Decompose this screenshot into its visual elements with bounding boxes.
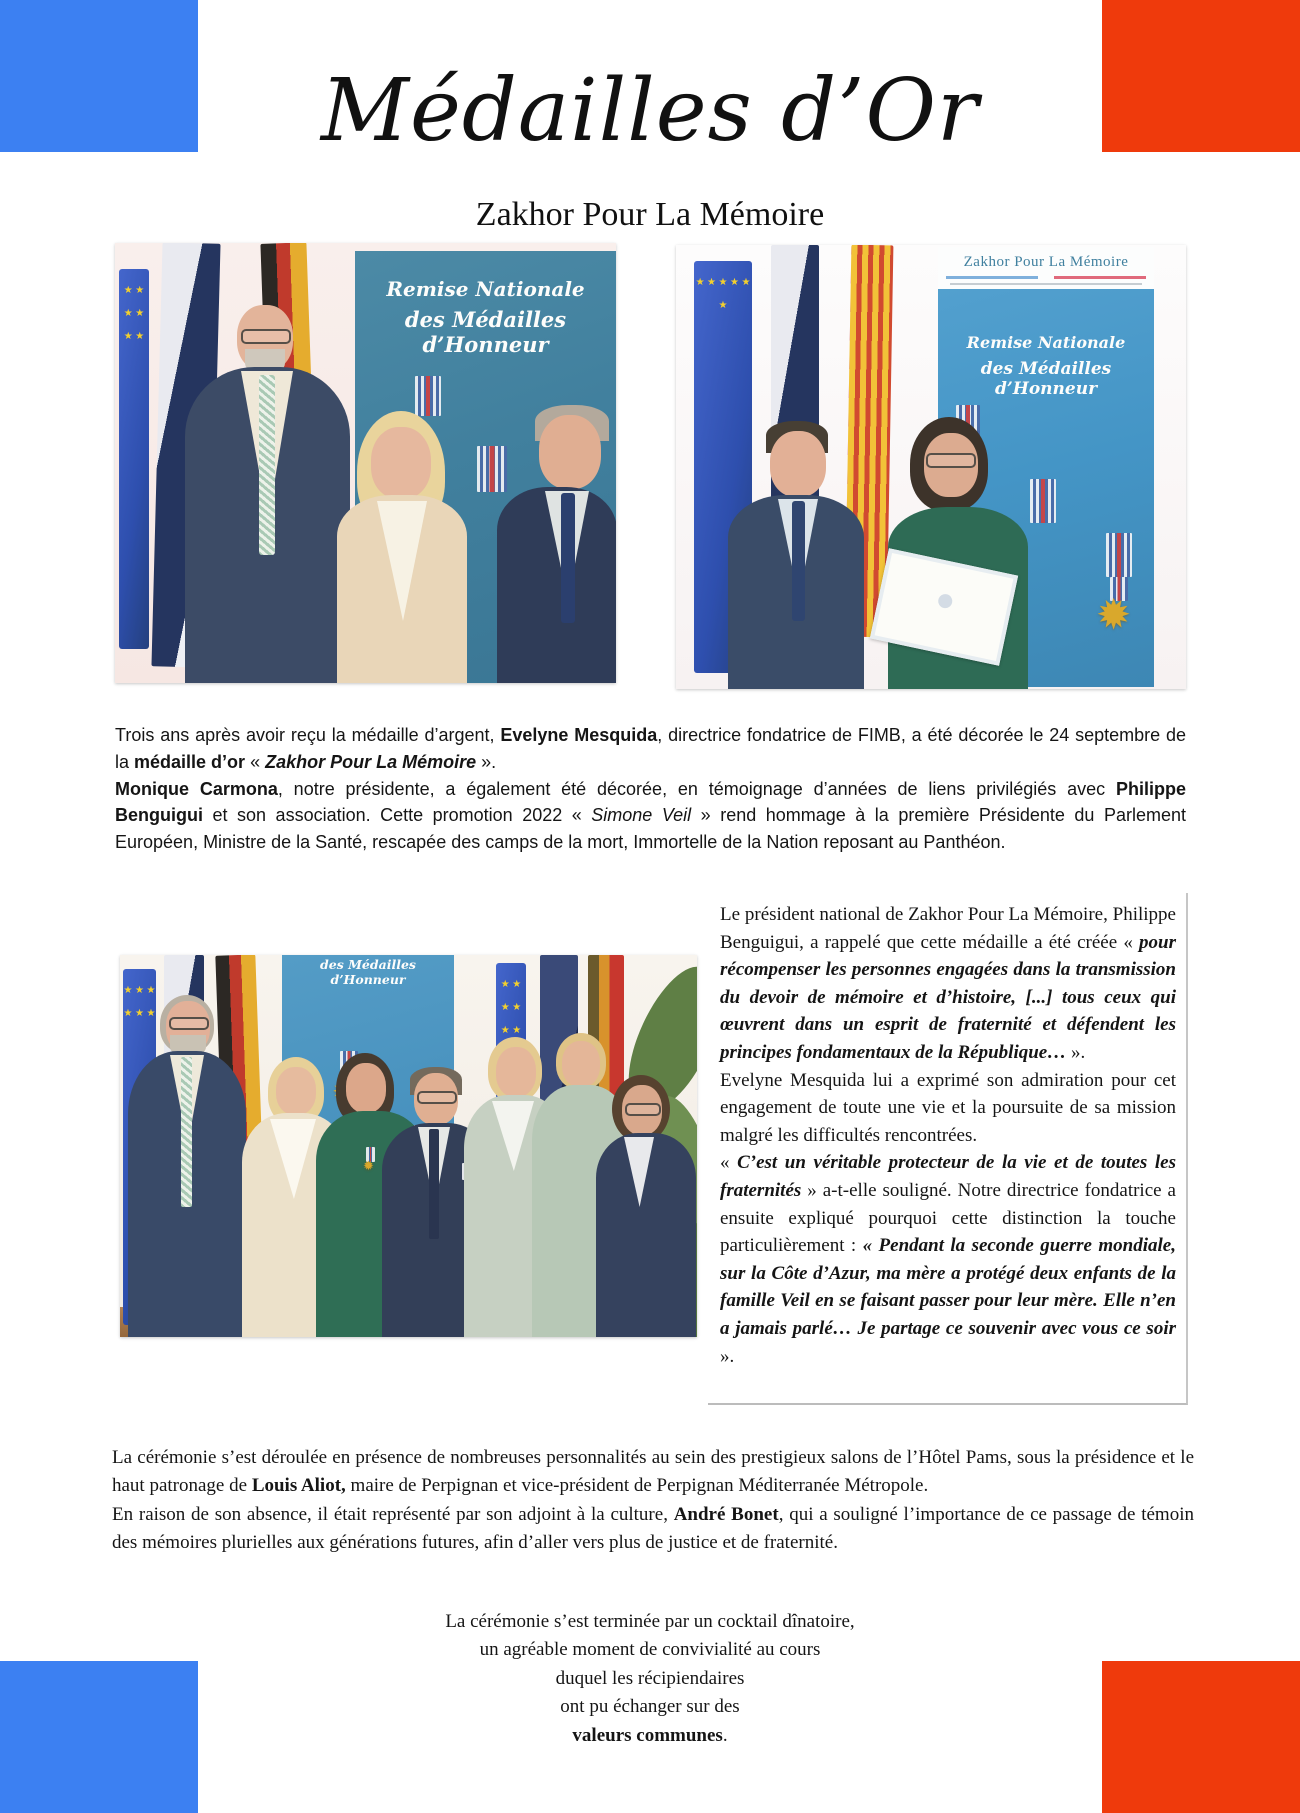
person-head (562, 1041, 600, 1087)
intro-paragraph-2: Monique Carmona, notre présidente, a également été décorée, en témoignage d’années de liens privilégiés avec Philippe Benguigui et son association. Cette promotion 2022 « Simone Veil » rend hommage à la première Présidente du Parlement Européen, Ministre de la Santé, rescapée des camps de la mort, Immortelle de la Nation reposant au Panthéon. (115, 778, 1186, 853)
person-head (371, 427, 431, 499)
intro-paragraph-1: Trois ans après avoir reçu la médaille d’argent, Evelyne Mesquida, directrice fondatrice de FIMB, a été décorée le 24 septembre de la médaille d’or « Zakhor Pour La Mémoire ». (115, 725, 1186, 772)
person-head (276, 1067, 316, 1115)
banner-script-line: des Médailles d’Honneur (320, 957, 416, 987)
closing-line-3: duquel les récipiendaires (555, 1667, 745, 1689)
person-tie (181, 1057, 192, 1207)
person-tie (561, 493, 575, 623)
glasses-icon (625, 1103, 661, 1116)
medal-ribbon-icon (1030, 479, 1056, 523)
glasses-icon (169, 1017, 209, 1030)
glasses-icon (241, 329, 291, 344)
banner-script-line1: Remise Nationale (966, 333, 1126, 352)
banner-script-line1: Remise Nationale (386, 277, 585, 301)
glasses-icon (417, 1091, 457, 1104)
photo-certificate-presentation (676, 245, 1186, 689)
intro-section (115, 722, 1186, 856)
page-subtitle: Zakhor Pour La Mémoire (475, 196, 825, 233)
photo-group-recipients (120, 955, 697, 1337)
closing-line-1: La cérémonie s’est terminée par un cocktail dînatoire, (445, 1611, 855, 1632)
banner-script-line2: des Médailles d’Honneur (404, 307, 567, 357)
person-head (346, 1063, 386, 1113)
quote-paragraph-2: Evelyne Mesquida lui a exprimé son admiration pour cet engagement de toute une vie et la poursuite de sa mission malgré les difficultés rencontrées. (720, 1069, 1176, 1146)
eu-flag (119, 269, 149, 649)
blue-underline (946, 276, 1038, 279)
gold-medal-icon (363, 1159, 374, 1172)
banner-script-line2: des Médailles d’Honneur (980, 359, 1112, 399)
medal-ribbon-icon (1106, 533, 1132, 577)
medal-ribbon-icon (415, 376, 441, 416)
closing-section (0, 1608, 1300, 1750)
person-tie (259, 375, 275, 555)
person-head (496, 1047, 536, 1097)
medal-ribbon-icon (477, 446, 507, 492)
fine-print-line (950, 283, 1142, 285)
red-underline (1054, 276, 1146, 279)
page-title: Médailles d’Or (320, 61, 980, 161)
ceremony-paragraph-2: En raison de son absence, il était représenté par son adjoint à la culture, André Bonet, qui a souligné l’importance de ce passage de témoin des mémoires plurielles aux générations futures, afin d’aller vers plus de justice et de fraternité. (112, 1503, 1194, 1553)
person-head (770, 431, 826, 497)
glasses-icon (926, 453, 976, 468)
president-quote-box (708, 893, 1188, 1405)
person-tie (792, 501, 805, 621)
banner-header-band (938, 247, 1154, 289)
gold-medal-icon (1096, 595, 1131, 637)
closing-line-5: valeurs communes. (572, 1724, 728, 1746)
ceremony-section (112, 1444, 1194, 1557)
person-tie (429, 1129, 439, 1239)
closing-line-4: ont pu échanger sur des (560, 1696, 740, 1718)
quote-paragraph-3: « C’est un véritable protecteur de la vie et de toutes les fraternités » a-t-elle souligné. Notre directrice fondatrice a ensuite expliqué pourquoi cette distinction la touche particulièrement : « Pendant la seconde guerre mondiale, sur la Côte d’Azur, ma mère a protégé deux enfants de la famille Veil en se faisant passer pour leur mère. Elle n’en a jamais parlé… Je partage ce souvenir avec vous ce soir ». (720, 1152, 1177, 1367)
ceremony-paragraph-1: La cérémonie s’est déroulée en présence de nombreuses personnalités au sein des prestigieux salons de l’Hôtel Pams, sous la présidence et le haut patronage de Louis Aliot, maire de Perpignan et vice-président de Perpignan Méditerranée Métropole. (112, 1447, 1194, 1497)
photo-medal-trio (115, 243, 616, 683)
org-name-text: Zakhor Pour La Mémoire (963, 254, 1129, 270)
person-head (539, 415, 601, 489)
quote-paragraph-1: Le président national de Zakhor Pour La Mémoire, Philippe Benguigui, a rappelé que cette médaille a été créée « pour récompenser les personnes engagées dans la transmission du devoir de mémoire et d’histoire, [...] tous ceux qui œuvrent dans un esprit de fraternité et défendent les principes fondamentaux de la République… ». (720, 904, 1176, 1063)
closing-line-2: un agréable moment de convivialité au cours (479, 1639, 821, 1661)
